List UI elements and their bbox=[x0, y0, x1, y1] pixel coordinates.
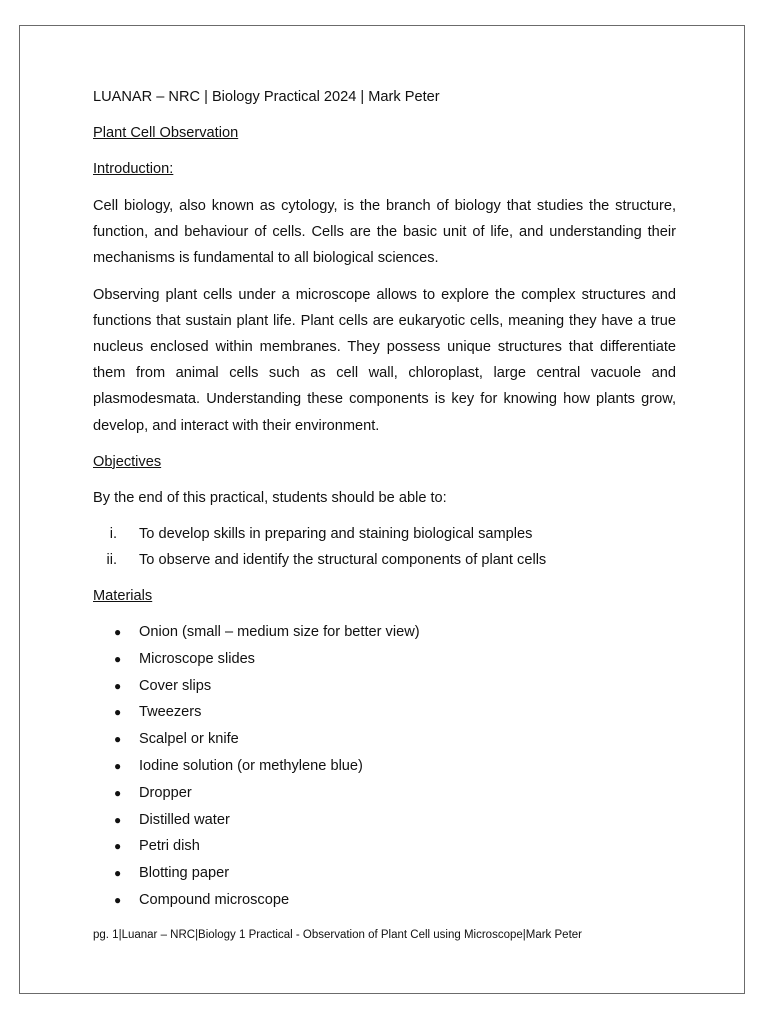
list-item bbox=[93, 833, 676, 860]
list-item bbox=[93, 521, 676, 547]
list-item-text: Petri dish bbox=[139, 838, 200, 855]
objectives-list bbox=[93, 521, 676, 573]
introduction-paragraph-2: Observing plant cells under a microscope allows to explore the complex structures and functions that sustain plant life. Plant cells are eukaryotic cells, meaning they have a true nucleus enclosed within membranes. They possess unique structures that differentiate them from animal cells such as cell wall, chloroplast, large central vacuole and plasmodesmata. Understanding these components is key for knowing how plants grow, develop, and interact with their environment. bbox=[93, 286, 676, 434]
bullet-icon: ● bbox=[114, 866, 122, 881]
list-item bbox=[93, 780, 676, 807]
list-item bbox=[93, 699, 676, 726]
list-item-text: To observe and identify the structural components of plant cells bbox=[139, 552, 547, 569]
list-item-number: ii. bbox=[106, 552, 117, 569]
page-content bbox=[93, 84, 676, 914]
list-item-text: Tweezers bbox=[139, 704, 202, 721]
bullet-icon: ● bbox=[114, 705, 122, 720]
bullet-icon: ● bbox=[114, 785, 122, 800]
list-item-text: Blotting paper bbox=[139, 865, 230, 882]
bullet-icon: ● bbox=[114, 678, 122, 693]
bullet-icon: ● bbox=[114, 759, 122, 774]
list-item-text: Compound microscope bbox=[139, 892, 290, 908]
list-item bbox=[93, 619, 676, 646]
introduction-paragraph-1: Cell biology, also known as cytology, is the branch of biology that studies the structure, function, and behaviour of cells. Cells are the basic unit of life, and understanding their mechanisms is fundamental to all biological sciences. bbox=[93, 198, 676, 267]
document-page bbox=[19, 25, 745, 994]
list-item-text: Microscope slides bbox=[139, 650, 255, 667]
list-item bbox=[93, 887, 676, 914]
list-item-text: Onion (small – medium size for better view) bbox=[139, 624, 420, 641]
bullet-icon: ● bbox=[114, 812, 122, 827]
page-footer: pg. 1|Luanar – NRC|Biology 1 Practical - Observation of Plant Cell using Microscope|Mark Peter bbox=[93, 929, 582, 941]
list-item-number: i. bbox=[109, 526, 117, 543]
introduction-heading: Introduction: bbox=[93, 161, 174, 177]
list-item-text: Scalpel or knife bbox=[139, 731, 239, 748]
objectives-heading: Objectives bbox=[93, 453, 162, 470]
list-item bbox=[93, 673, 676, 700]
list-item bbox=[93, 726, 676, 753]
list-item-text: Iodine solution (or methylene blue) bbox=[139, 758, 363, 775]
materials-list bbox=[93, 619, 676, 914]
materials-heading: Materials bbox=[93, 588, 153, 605]
list-item-text: Distilled water bbox=[139, 811, 230, 828]
document-title: Plant Cell Observation bbox=[93, 125, 239, 141]
list-item bbox=[93, 547, 676, 573]
bullet-icon: ● bbox=[114, 732, 122, 747]
bullet-icon: ● bbox=[114, 651, 122, 666]
list-item bbox=[93, 646, 676, 673]
list-item-text: Dropper bbox=[139, 784, 192, 801]
list-item-text: To develop skills in preparing and staining biological samples bbox=[139, 526, 533, 543]
bullet-icon: ● bbox=[114, 893, 122, 907]
bullet-icon: ● bbox=[114, 839, 122, 854]
bullet-icon: ● bbox=[114, 625, 122, 640]
document-header: LUANAR – NRC | Biology Practical 2024 | Mark Peter bbox=[93, 89, 440, 105]
list-item bbox=[93, 807, 676, 834]
objectives-intro: By the end of this practical, students should be able to: bbox=[93, 489, 447, 506]
list-item bbox=[93, 860, 676, 887]
list-item bbox=[93, 753, 676, 780]
list-item-text: Cover slips bbox=[139, 677, 212, 694]
